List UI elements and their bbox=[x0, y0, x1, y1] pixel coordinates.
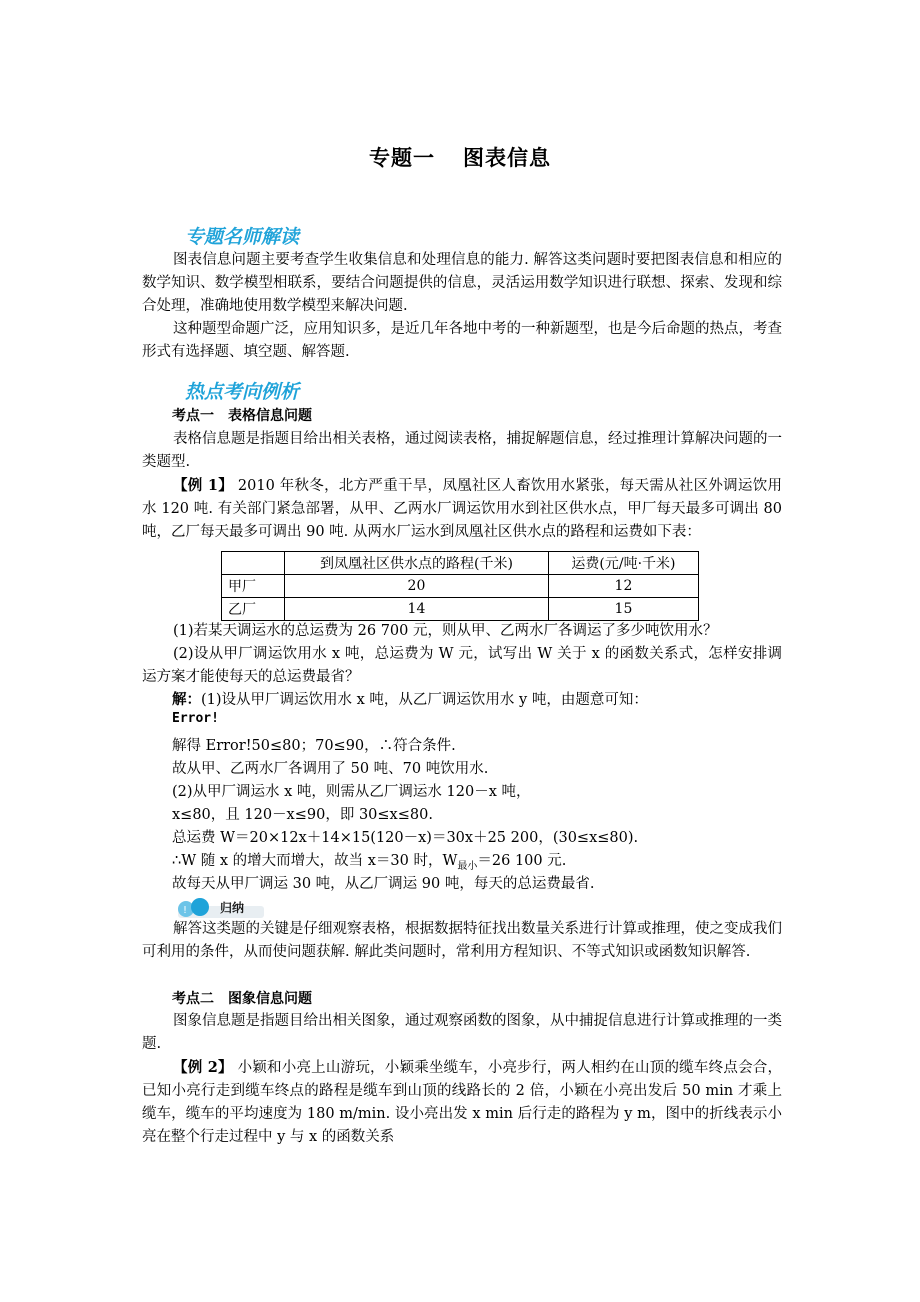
kd2-description: 图象信息题是指题目给出相关图象，通过观察函数的图象，从中捕捉信息进行计算或推理的一类题. bbox=[142, 1013, 782, 1052]
shipping-table bbox=[221, 551, 699, 621]
solution-text: ∴W 随 x 的增大而增大，故当 x＝30 时，W bbox=[172, 853, 458, 869]
table-header-cell: 到凤凰社区供水点的路程(千米) bbox=[285, 552, 549, 575]
solution-line-6: x≤80，且 120－x≤90，即 30≤x≤80. bbox=[172, 807, 433, 823]
title-part1: 专题一 bbox=[369, 146, 435, 170]
solution-line-8 bbox=[172, 849, 566, 872]
min-subscript: 最小 bbox=[457, 860, 478, 872]
svg-text:!: ! bbox=[183, 905, 188, 916]
table-cell: 12 bbox=[548, 575, 698, 598]
example2-body: 小颖和小亮上山游玩，小颖乘坐缆车，小亮步行，两人相约在山顶的缆车终点会合，已知小亮行走到缆车终点的路程是缆车到山顶的线路长的 2 倍，小颖在小亮出发后 50 min 才乘上缆车，缆车的平均速度为 180 m/min. 设小亮出发 x min 后行走的路程为 y m，图中的折线表示小亮在整个行走过程中 y 与 x 的函数关系 bbox=[142, 1060, 783, 1145]
section-heading-1: 专题名师解读 bbox=[185, 226, 300, 248]
table-cell: 甲厂 bbox=[222, 575, 285, 598]
example1-label: 【例 1】 bbox=[173, 477, 234, 494]
summary-label: 归纳 bbox=[220, 901, 245, 915]
solution-line-2: Error! bbox=[172, 711, 219, 726]
question-1: (1)若某天调运水的总运费为 26 700 元，则从甲、乙两水厂各调运了多少吨饮用水？ bbox=[173, 623, 718, 639]
table-row bbox=[222, 575, 699, 598]
kd1-description: 表格信息题是指题目给出相关表格，通过阅读表格，捕捉解题信息，经过推理计算解决问题的一类题型. bbox=[142, 431, 782, 470]
kd2-title: 考点二 图象信息问题 bbox=[172, 991, 312, 1007]
example2-label: 【例 2】 bbox=[173, 1059, 233, 1076]
title-part2: 图表信息 bbox=[463, 146, 551, 170]
table-cell: 14 bbox=[285, 598, 549, 621]
solution-line-5: (2)从甲厂调运水 x 吨，则需从乙厂调运水 120－x 吨， bbox=[172, 784, 531, 800]
table-cell: 乙厂 bbox=[222, 598, 285, 621]
example1-text bbox=[142, 474, 782, 544]
solution-line-3: 解得 Error!50≤80；70≤90，∴符合条件. bbox=[172, 738, 456, 754]
example2-text bbox=[142, 1056, 782, 1149]
kd1-title: 考点一 表格信息问题 bbox=[172, 408, 312, 424]
summary-badge bbox=[172, 897, 267, 919]
intro-paragraph-2: 这种题型命题广泛，应用知识多，是近几年各地中考的一种新题型，也是今后命题的热点，考查形式有选择题、填空题、解答题. bbox=[142, 321, 782, 360]
example1-body: 2010 年秋冬，北方严重干旱，凤凰社区人畜饮用水紧张，每天需从社区外调运饮用水 120 吨. 有关部门紧急部署，从甲、乙两水厂调运饮用水到社区供水点，甲厂每天最多可调出 80 吨，乙厂每天最多可调出 90 吨. 从两水厂运水到凤凰社区供水点的路程和运费如下表： bbox=[142, 478, 782, 540]
intro-paragraph-1: 图表信息问题主要考查学生收集信息和处理信息的能力. 解答这类问题时要把图表信息和相应的数学知识、数学模型相联系，要结合问题提供的信息，灵活运用数学知识进行联想、探索、发现和综合处理，准确地使用数学模型来解决问题. bbox=[142, 252, 782, 314]
table-cell: 20 bbox=[285, 575, 549, 598]
question-2: (2)设从甲厂调运饮用水 x 吨，总运费为 W 元，试写出 W 关于 x 的函数关系式，怎样安排调运方案才能使每天的总运费最省？ bbox=[142, 646, 782, 685]
table-header-cell: 运费(元/吨·千米) bbox=[548, 552, 698, 575]
solution-line-7: 总运费 W＝20×12x＋14×15(120－x)＝30x＋25 200，(30≤x≤80). bbox=[172, 830, 639, 846]
min-value: ＝26 100 元. bbox=[477, 853, 567, 869]
table-header-row bbox=[222, 552, 699, 575]
solution-line-4: 故从甲、乙两水厂各调用了 50 吨、70 吨饮用水. bbox=[172, 761, 489, 777]
solution-text: (1)设从甲厂调运饮用水 x 吨，从乙厂调运饮用水 y 吨，由题意可知： bbox=[201, 692, 648, 708]
solution-line-1 bbox=[172, 688, 648, 709]
section-heading-2: 热点考向例析 bbox=[185, 381, 300, 403]
table-cell: 15 bbox=[548, 598, 698, 621]
table-header-cell bbox=[222, 552, 285, 575]
summary-text: 解答这类题的关键是仔细观察表格，根据数据特征找出数量关系进行计算或推理，使之变成我们可利用的条件，从而使问题获解. 解此类问题时，常利用方程知识、不等式知识或函数知识解答. bbox=[142, 921, 782, 960]
solution-label: 解： bbox=[172, 691, 201, 708]
table-row bbox=[222, 598, 699, 621]
solution-line-9: 故每天从甲厂调运 30 吨，从乙厂调运 90 吨，每天的总运费最省. bbox=[172, 876, 595, 892]
page-title bbox=[0, 142, 920, 172]
